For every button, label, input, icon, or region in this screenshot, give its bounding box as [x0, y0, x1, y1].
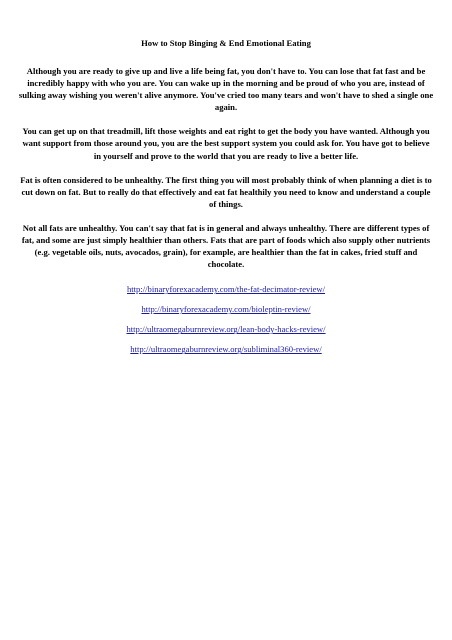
link-bioleptin-review[interactable]: http://binaryforexacademy.com/bioleptin-review/ — [141, 304, 311, 315]
paragraph-4: Not all fats are unhealthy. You can't say that fat is in general and always unhealthy. There are different types of fat, and some are just simply healthier than others. Fats that are part of foods which also supply other nutrients (e.g. vegetable oils, nuts, avocados, grain), for example, are healthier than the fat in cakes, fried stuff and chocolate. — [21, 222, 431, 270]
document-body — [18, 38, 434, 364]
link-fat-decimator-review[interactable]: http://binaryforexacademy.com/the-fat-decimator-review/ — [126, 284, 326, 295]
document-title: How to Stop Binging & End Emotional Eating — [141, 38, 311, 48]
link-list — [18, 284, 434, 355]
link-subliminal360-review[interactable]: http://ultraomegaburnreview.org/subliminal360-review/ — [130, 344, 322, 355]
paragraph-2: You can get up on that treadmill, lift those weights and eat right to get the body you have wanted. Although you want support from those around you, you are the best support system you could ask for. You have got to believe in yourself and prove to the world that you are ready to live a better life. — [22, 126, 430, 161]
paragraph-3: Fat is often considered to be unhealthy. The first thing you will most probably think of when planning a diet is to cut down on fat. But to really do that effectively and eat fat healthily you need to know and understand a couple of things. — [20, 174, 432, 209]
link-lean-body-hacks-review[interactable]: http://ultraomegaburnreview.org/lean-body-hacks-review/ — [126, 324, 326, 335]
paragraph-1: Although you are ready to give up and live a life being fat, you don't have to. You can lose that fat fast and be incredibly happy with who you are. You can wake up in the morning and be proud of who you are, instead of sulking away wishing you weren't alive anymore. You've cried too many tears and won't have to shed a single one again. — [18, 66, 434, 113]
